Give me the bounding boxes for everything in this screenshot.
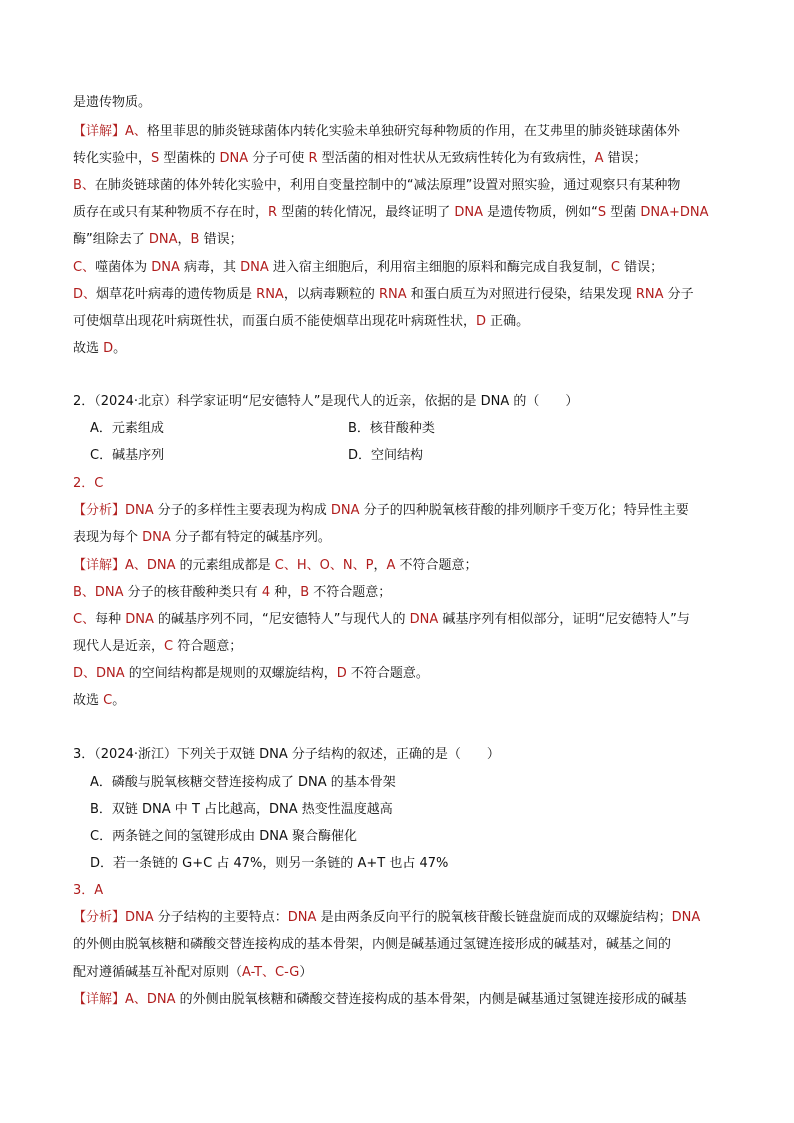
highlight-text: RNA — [378, 287, 407, 302]
body-text: 是遗传物质。 — [73, 95, 152, 110]
body-text: 分子 — [663, 287, 694, 302]
highlight-text: D、 — [73, 287, 97, 302]
body-text: ， — [177, 232, 191, 247]
body-text: 分子都有特定的碱基序列。 — [170, 530, 331, 545]
highlight-text: DNA+DNA — [640, 205, 709, 220]
highlight-text: S — [597, 205, 607, 220]
body-text: 故选 — [73, 341, 104, 356]
body-text: 和蛋白质互为对照进行侵染，结果发现 — [406, 287, 636, 302]
body-text: ，以病毒颗粒的 — [283, 287, 379, 302]
text-line — [73, 556, 733, 576]
body-text: 转化实验中， — [73, 151, 152, 166]
body-text: 分子的核苷酸种类只有 — [123, 585, 262, 600]
body-text: 配对遵循碱基互补配对原则（ — [73, 965, 243, 980]
body-text: 表现为每个 — [73, 530, 143, 545]
highlight-text: DNA — [125, 612, 154, 627]
text-line — [90, 827, 750, 847]
body-text: 分子可使 — [248, 151, 309, 166]
text-line — [73, 122, 733, 142]
text-line — [73, 176, 733, 196]
highlight-text: D — [476, 314, 487, 329]
body-text: 错误； — [619, 260, 664, 275]
highlight-text: B、 — [73, 178, 95, 193]
text-line — [73, 637, 733, 657]
body-text: 型菌株的 — [159, 151, 220, 166]
highlight-text: R — [268, 205, 278, 220]
body-text: 型菌的转化情况，最终证明了 — [277, 205, 455, 220]
highlight-text: 【分析】 — [73, 503, 126, 518]
body-text: 故选 — [73, 693, 104, 708]
text-line — [73, 583, 733, 603]
highlight-text: 【分析】 — [73, 910, 126, 925]
body-text: 进入宿主细胞后，利用宿主细胞的原料和酶完成自我复制， — [268, 260, 611, 275]
body-text: 可使烟草出现花叶病斑性状，而蛋白质不能使烟草出现花叶病斑性状， — [73, 314, 477, 329]
highlight-text: 【详解】A、 — [73, 124, 147, 139]
body-text: 2．（2024·北京）科学家证明“尼安德特人”是现代人的近亲，依据的是 DNA 的（ ） — [73, 394, 579, 409]
body-text: 烟草花叶病毒的遗传物质是 — [96, 287, 257, 302]
body-text: 碱基序列有相似部分，证明“尼安德特人”与 — [438, 612, 690, 627]
text-line — [90, 773, 750, 793]
option-b: B．核苷酸种类 — [348, 421, 435, 436]
highlight-text: DNA — [219, 151, 249, 166]
text-line — [73, 745, 733, 765]
text-line — [73, 963, 733, 983]
body-text: D．若一条链的 G+C 占 47%，则另一条链的 A+T 也占 47% — [90, 856, 449, 871]
text-line — [73, 908, 733, 928]
text-line — [73, 881, 733, 901]
highlight-text: B — [300, 585, 310, 600]
highlight-text: A — [386, 558, 396, 573]
option-c: C．碱基序列 — [90, 448, 165, 463]
highlight-text: 【详解】A、DNA — [73, 558, 176, 573]
text-line — [73, 501, 733, 521]
body-text: C．两条链之间的氢键形成由 DNA 聚合酶催化 — [90, 829, 357, 844]
text-line — [73, 149, 733, 169]
text-line — [90, 854, 750, 874]
highlight-text: 3．A — [73, 883, 104, 898]
body-text: 酶”组除去了 — [73, 232, 149, 247]
body-text: 不符合题意； — [309, 585, 392, 600]
highlight-text: D、DNA — [73, 666, 125, 681]
body-text: 的碱基序列不同，“尼安德特人”与现代人的 — [153, 612, 410, 627]
text-line — [73, 339, 733, 359]
highlight-text: A — [594, 151, 604, 166]
body-text: 。 — [113, 341, 127, 356]
body-text: ， — [373, 558, 387, 573]
body-text: 型活菌的相对性状从无致病性转化为有致病性， — [317, 151, 595, 166]
highlight-text: R — [308, 151, 318, 166]
highlight-text: B — [190, 232, 200, 247]
body-text: 每种 — [95, 612, 126, 627]
highlight-text: C — [164, 639, 174, 654]
highlight-text: C、 — [73, 260, 96, 275]
body-text: 符合题意； — [173, 639, 243, 654]
highlight-text: DNA — [330, 503, 360, 518]
body-text: 是由两条反向平行的脱氧核苷酸长链盘旋而成的双螺旋结构； — [316, 910, 672, 925]
text-line — [73, 258, 733, 278]
text-line — [73, 528, 733, 548]
highlight-text: DNA — [409, 612, 439, 627]
body-text: 。 — [112, 693, 126, 708]
text-line — [73, 610, 733, 630]
body-text: 种， — [270, 585, 301, 600]
option-a: A．元素组成 — [90, 421, 164, 436]
highlight-text: DNA — [671, 910, 701, 925]
text-line — [73, 93, 733, 113]
highlight-text: C、H、O、N、P — [274, 558, 374, 573]
highlight-text: RNA — [256, 287, 284, 302]
highlight-text: C — [610, 260, 620, 275]
body-text: 不符合题意。 — [346, 666, 429, 681]
body-text: 格里菲思的肺炎链球菌体内转化实验未单独研究每种物质的作用，在艾弗里的肺炎链球菌体外 — [146, 124, 680, 139]
highlight-text: DNA — [125, 503, 154, 518]
text-line — [73, 392, 733, 412]
body-text: ） — [299, 965, 313, 980]
body-text: 的空间结构都是规则的双螺旋结构， — [124, 666, 337, 681]
text-line — [73, 691, 733, 711]
body-text: 型菌 — [606, 205, 641, 220]
body-text: 现代人是近亲， — [73, 639, 165, 654]
body-text: 的元素组成都是 — [175, 558, 275, 573]
highlight-text: C、 — [73, 612, 96, 627]
highlight-text: 【详解】A、DNA — [73, 992, 176, 1007]
highlight-text: S — [151, 151, 160, 166]
body-text: 病毒，其 — [179, 260, 241, 275]
body-text: 的外侧由脱氧核糖和磷酸交替连接构成的基本骨架，内侧是碱基通过氢键连接形成的碱基对，碱基之间的 — [73, 937, 672, 952]
body-text: 正确。 — [486, 314, 530, 329]
text-line — [73, 230, 733, 250]
body-text: 错误； — [603, 151, 647, 166]
highlight-text: DNA — [151, 260, 180, 275]
highlight-text: B、DNA — [73, 585, 124, 600]
highlight-text: DNA — [148, 232, 178, 247]
body-text: 的外侧由脱氧核糖和磷酸交替连接构成的基本骨架，内侧是碱基通过氢键连接形成的碱基 — [175, 992, 687, 1007]
highlight-text: 4 — [261, 585, 271, 600]
body-text: 在肺炎链球菌的体外转化实验中，利用自变量控制中的“减法原理”设置对照实验，通过观察只有某种物 — [94, 178, 681, 193]
highlight-text: RNA — [635, 287, 664, 302]
body-text: 是遗传物质，例如“ — [482, 205, 598, 220]
body-text: 分子的多样性主要表现为构成 — [153, 503, 331, 518]
option-d: D．空间结构 — [348, 448, 424, 463]
text-line — [90, 800, 750, 820]
body-text: 质存在或只有某种物质不存在时， — [73, 205, 269, 220]
highlight-text: DNA — [454, 205, 483, 220]
body-text: 3．（2024·浙江）下列关于双链 DNA 分子结构的叙述，正确的是（ ） — [73, 747, 500, 762]
highlight-text: DNA — [125, 910, 154, 925]
highlight-text: 2．C — [73, 476, 104, 491]
body-text: 噬菌体为 — [95, 260, 152, 275]
text-line — [73, 935, 733, 955]
body-text: 不符合题意； — [395, 558, 478, 573]
text-line — [73, 664, 733, 684]
highlight-text: A-T、C-G — [242, 965, 300, 980]
body-text: B．双链 DNA 中 T 占比越高，DNA 热变性温度越高 — [90, 802, 393, 817]
highlight-text: C — [103, 693, 113, 708]
text-line — [73, 312, 733, 332]
text-line — [73, 285, 733, 305]
highlight-text: D — [103, 341, 114, 356]
text-line — [73, 474, 733, 494]
highlight-text: DNA — [142, 530, 171, 545]
body-text: 分子的四种脱氧核苷酸的排列顺序千变万化；特异性主要 — [359, 503, 689, 518]
body-text: 错误； — [199, 232, 243, 247]
body-text: A．磷酸与脱氧核糖交替连接构成了 DNA 的基本骨架 — [90, 775, 396, 790]
body-text: 分子结构的主要特点： — [153, 910, 288, 925]
text-line — [73, 990, 733, 1010]
highlight-text: D — [336, 666, 347, 681]
highlight-text: DNA — [287, 910, 317, 925]
highlight-text: DNA — [240, 260, 269, 275]
text-line — [73, 203, 733, 223]
